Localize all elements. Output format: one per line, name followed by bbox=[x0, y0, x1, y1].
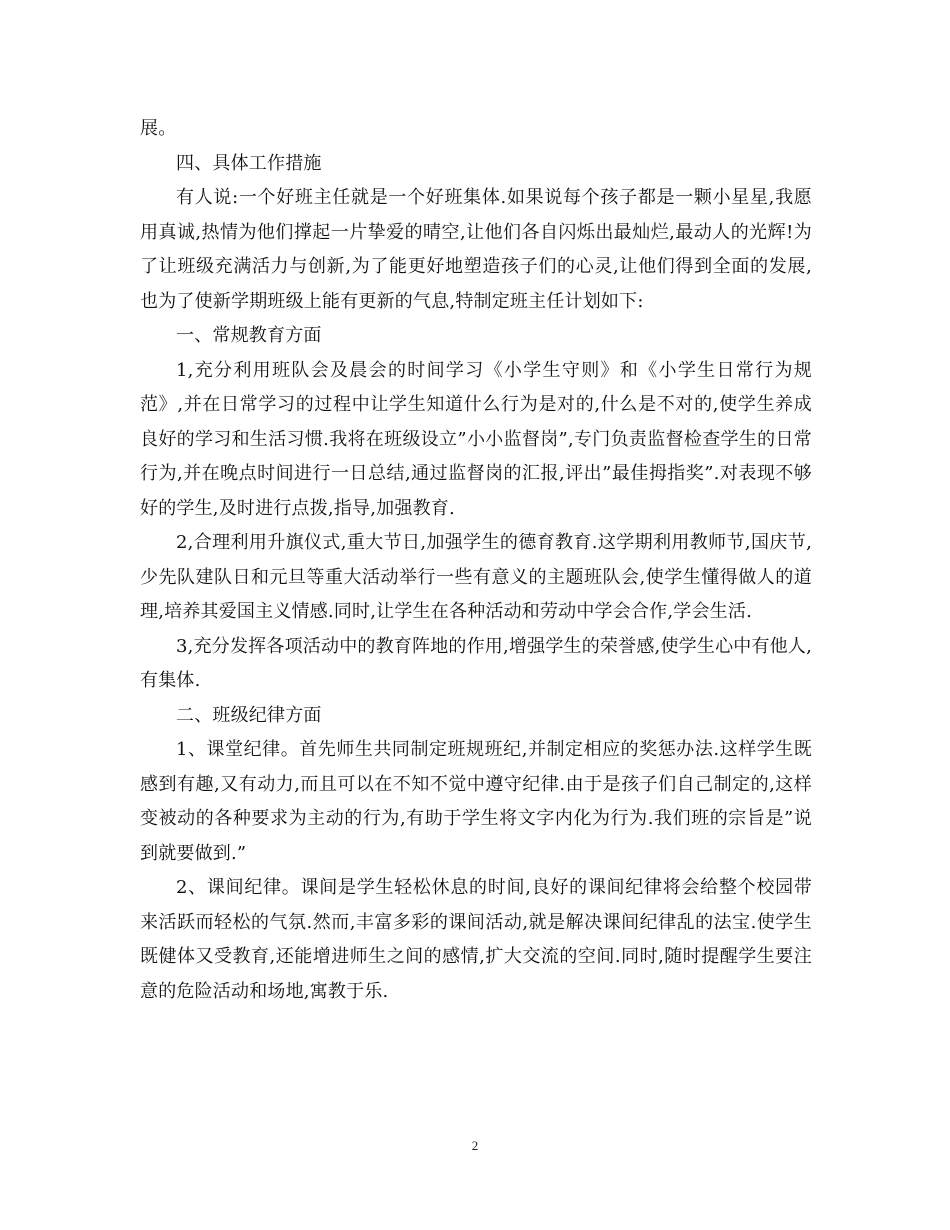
paragraph-continuation: 展。 bbox=[140, 118, 177, 139]
paragraph-routine-item-3: 3,充分发挥各项活动中的教育阵地的作用,增强学生的荣誉感,使学生心中有他人,有集体. bbox=[140, 635, 812, 691]
document-body bbox=[140, 112, 812, 1009]
paragraph-discipline-item-2: 2、课间纪律。课间是学生轻松休息的时间,良好的课间纪律将会给整个校园带来活跃而轻松的气氛.然而,丰富多彩的课间活动,就是解决课间纪律乱的法宝.使学生既健体又受教育,还能增进师生之间的感情,扩大交流的空间.同时,随时提醒学生要注意的危险活动和场地,寓教于乐. bbox=[140, 877, 812, 1002]
section-heading-routine-education: 一、常规教育方面 bbox=[176, 325, 322, 346]
paragraph-routine-item-1: 1,充分利用班队会及晨会的时间学习《小学生守则》和《小学生日常行为规范》,并在日常学习的过程中让学生知道什么行为是对的,什么是不对的,使学生养成良好的学习和生活习惯.我将在班级设立”小小监督岗”,专门负责监督检查学生的日常行为,并在晚点时间进行一日总结,通过监督岗的汇报,评出”最佳拇指奖”.对表现不够好的学生,及时进行点拨,指导,加强教育. bbox=[140, 359, 812, 519]
section-heading-specific-measures: 四、具体工作措施 bbox=[176, 152, 322, 174]
page-number: 2 bbox=[471, 1138, 479, 1153]
paragraph-discipline-item-1: 1、课堂纪律。首先师生共同制定班规班纪,并制定相应的奖惩办法.这样学生既感到有趣,又有动力,而且可以在不知不觉中遵守纪律.由于是孩子们自己制定的,这样变被动的各种要求为主动的行为,有助于学生将文字内化为行为.我们班的宗旨是”说到就要做到.” bbox=[140, 739, 812, 864]
paragraph-intro: 有人说:一个好班主任就是一个好班集体.如果说每个孩子都是一颗小星星,我愿用真诚,热情为他们撑起一片挚爱的晴空,让他们各自闪烁出最灿烂,最动人的光辉!为了让班级充满活力与创新,为了能更好地塑造孩子们的心灵,让他们得到全面的发展,也为了使新学期班级上能有更新的气息,特制定班主任计划如下: bbox=[140, 187, 812, 312]
paragraph-routine-item-2: 2,合理利用升旗仪式,重大节日,加强学生的德育教育.这学期利用教师节,国庆节,少先队建队日和元旦等重大活动举行一些有意义的主题班队会,使学生懂得做人的道理,培养其爱国主义情感.同时,让学生在各种活动和劳动中学会合作,学会生活. bbox=[140, 532, 812, 622]
section-heading-class-discipline: 二、班级纪律方面 bbox=[176, 704, 322, 726]
